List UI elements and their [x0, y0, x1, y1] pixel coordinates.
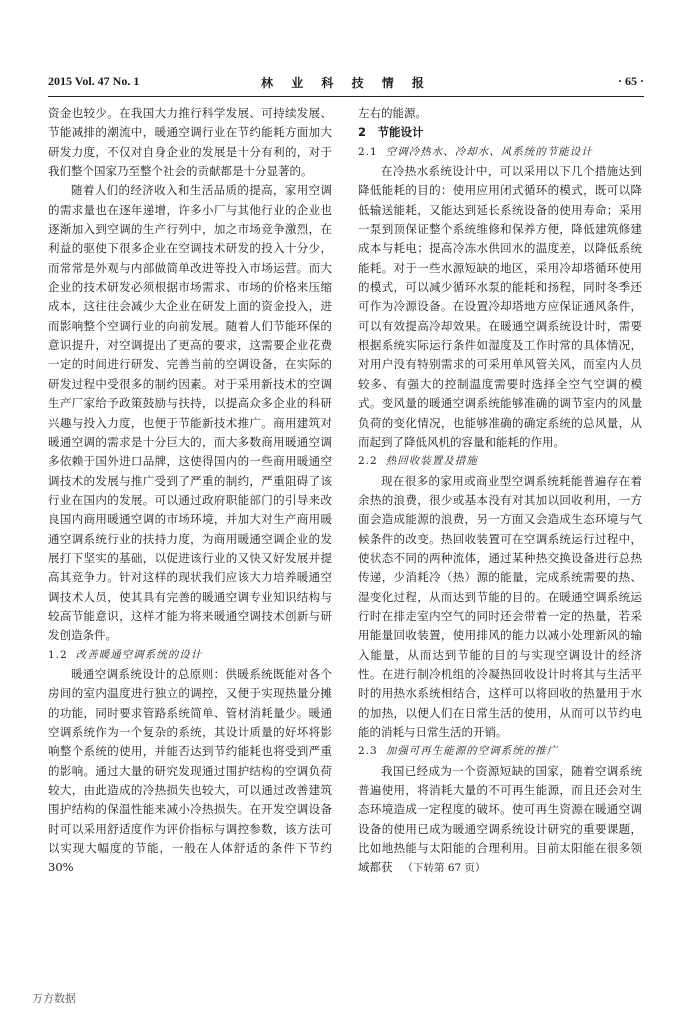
subsection-number: 1.2	[48, 648, 68, 661]
journal-volume: 2015 Vol. 47 No. 1	[48, 74, 140, 88]
left-column	[48, 104, 332, 878]
watermark: 万方数据	[32, 992, 76, 1005]
running-header	[48, 72, 644, 92]
subsection-title: 改善暖通空调系统的设计	[75, 648, 203, 661]
subsection-heading-2-3	[358, 742, 642, 761]
paragraph: 资金也较少。在我国大力推行科学发展、可持续发展、节能减排的潮流中，暖通空调行业在节约能耗方面加大研发力度，不仅对自身企业的发展是十分有利的，对于我们整个国家乃至整个社会的贡献都是十分显著的。	[48, 106, 332, 179]
page-number: · 65 ·	[617, 74, 644, 88]
paragraph: 左右的能源。	[358, 106, 427, 120]
paragraph	[358, 762, 642, 879]
subsection-title: 加强可再生能源的空调系统的推广	[385, 745, 559, 758]
subsection-number: 2.2	[358, 455, 378, 468]
paragraph: 现在很多的家用或商业型空调系统耗能普遍存在着余热的浪费，很少或基本没有对其加以回收利用，一方面会造成能源的浪费，另一方面又会造成生态环境与气候条件的改变。热回收装置可在空调系统运行过程中，使状态不同的两种流体，通过某种热交换设备进行总热传递，少消耗冷（热）源的能量，完成系统需要的热、湿变化过程，从而达到节能的目的。在暖通空调系统运行时在排走室内空气的同时还会带着一定的热量，若采用能量回收装置，使用排风的能力以减小处理新风的输入能量，从而达到节能的目的与实现空调设计的经济性。在进行制冷机组的冷凝热回收设计时将其与生活平时的用热水系统相结合，这样可以将回收的热量用于水的加热，以便人们在日常生活的使用，从而可以节约电能的消耗与日常生活的开销。	[358, 473, 642, 739]
subsection-title: 热回收装置及措施	[385, 455, 478, 468]
journal-title: 林 业 科 技 情 报	[261, 76, 431, 90]
section-heading-2: 2 节能设计	[358, 125, 424, 140]
paragraph: 在冷热水系统设计中，可以采用以下几个措施达到降低能耗的目的：使用应用闭式循环的模式，既可以降低输送能耗，又能达到延长系统设备的使用寿命；采用一泵到顶保证整个系统维修和保养方便，降低建筑修建成本与耗电；提高冷冻水供回水的温度差，以降低系统能耗。对于一些水源短缺的地区，采用冷却塔循环使用的模式，可以减少循环水泵的能耗和扬程，同时冬季还可作为冷源设备。在设置冷却塔地方应保证通风条件，可以有效提高冷却效果。在暖通空调系统设计时，需要根据系统实际运行条件如湿度及工作时常的具体情况，对用户没有特别需求的可采用单风管关风，而室内人员较多、有强大的控制温度需要时选择全空气空调的模式。变风量的暖通空调系统能够准确的调节室内的风量负荷的变化情况，也能够准确的确定系统的总风量，从而起到了降低风机的容量和能耗的作用。	[358, 164, 642, 449]
subsection-number: 2.1	[358, 145, 378, 158]
subsection-heading-2-1	[358, 143, 642, 162]
subsection-heading-1-2	[48, 646, 332, 665]
paragraph: 暖通空调系统设计的总原则：供暖系统既能对各个房间的室内温度进行独立的调控，又便于实现热量分摊的功能，同时要求管路系统简单、管材消耗量少。暖通空调系统作为一个复杂的系统，其设计质量的好坏将影响整个系统的使用，并能否达到节约能耗也将受到严重的影响。通过大量的研究发现通过围护结构的空调负荷较大，由此造成的冷热损失也较大，可以通过改善建筑围护结构的保温性能来减小冷热损失。在开发空调设备时可以采用舒适度作为评价指标与调控参数，该方法可以实现大幅度的节能，一般在人体舒适的条件下节约30%	[48, 666, 332, 875]
paragraph: 随着人们的经济收入和生活品质的提高，家用空调的需求量也在逐年递增，许多小厂与其他行业的企业也逐渐加入到空调的生产行列中，加之市场竞争激烈，在利益的驱使下很多企业在空调技术研发的投入十分少，而常常是外观与内部做简单改进等投入市场运营。而大企业的技术研发必须根据市场需求、市场的价格来压缩成本，这往往会减少大企业在研发上面的资金投入，进而影响整个空调行业的向前发展。随着人们节能环保的意识提升，对空调提出了更高的要求，这需要企业花费一定的时间进行研发、完善当前的空调设备，在实际的研发过程中受很多的制约因素。对于采用新技术的空调生产厂家给予政策鼓励与扶持，以提高众多企业的科研兴趣与投入力度，也便于节能新技术推广。商用建筑对暖通空调的需求是十分巨大的，而大多数商用暖通空调多依赖于国外进口品牌，这使得国内的一些商用暖通空调技术的发展与推广受到了严重的制约，严重阻碍了该行业在国内的发展。可以通过政府职能部门的引导来改良国内商用暖通空调的市场环境，并加大对生产商用暖通空调系统行业的扶持力度，为商用暖通空调企业的发展打下坚实的基础，以促进该行业的又快又好发展并提高其竞争力。针对这样的现状我们应该大力培养暖通空调技术人员，使其具有完善的暖通空调专业知识结构与较高节能意识，这样才能为将来暖通空调技术创新与研发创造条件。	[48, 183, 332, 643]
subsection-number: 2.3	[358, 745, 378, 758]
right-column	[358, 104, 642, 879]
paragraph-text: 我国已经成为一个资源短缺的国家，随着空调系统普遍使用，将消耗大量的不可再生能源，而且还会对生态环境造成一定程度的破坏。使可再生资源在暖通空调设备的使用已成为暖通空调系统设计研究的重要课题，比如地热能与太阳能的合理利用。目前太阳能在很多领域都获	[358, 763, 642, 875]
header-rule	[48, 96, 644, 97]
subsection-heading-2-2	[358, 452, 642, 471]
continued-note: （下转第 67 页）	[402, 862, 486, 875]
subsection-title: 空调冷热水、冷却水、风系统的节能设计	[385, 145, 593, 158]
